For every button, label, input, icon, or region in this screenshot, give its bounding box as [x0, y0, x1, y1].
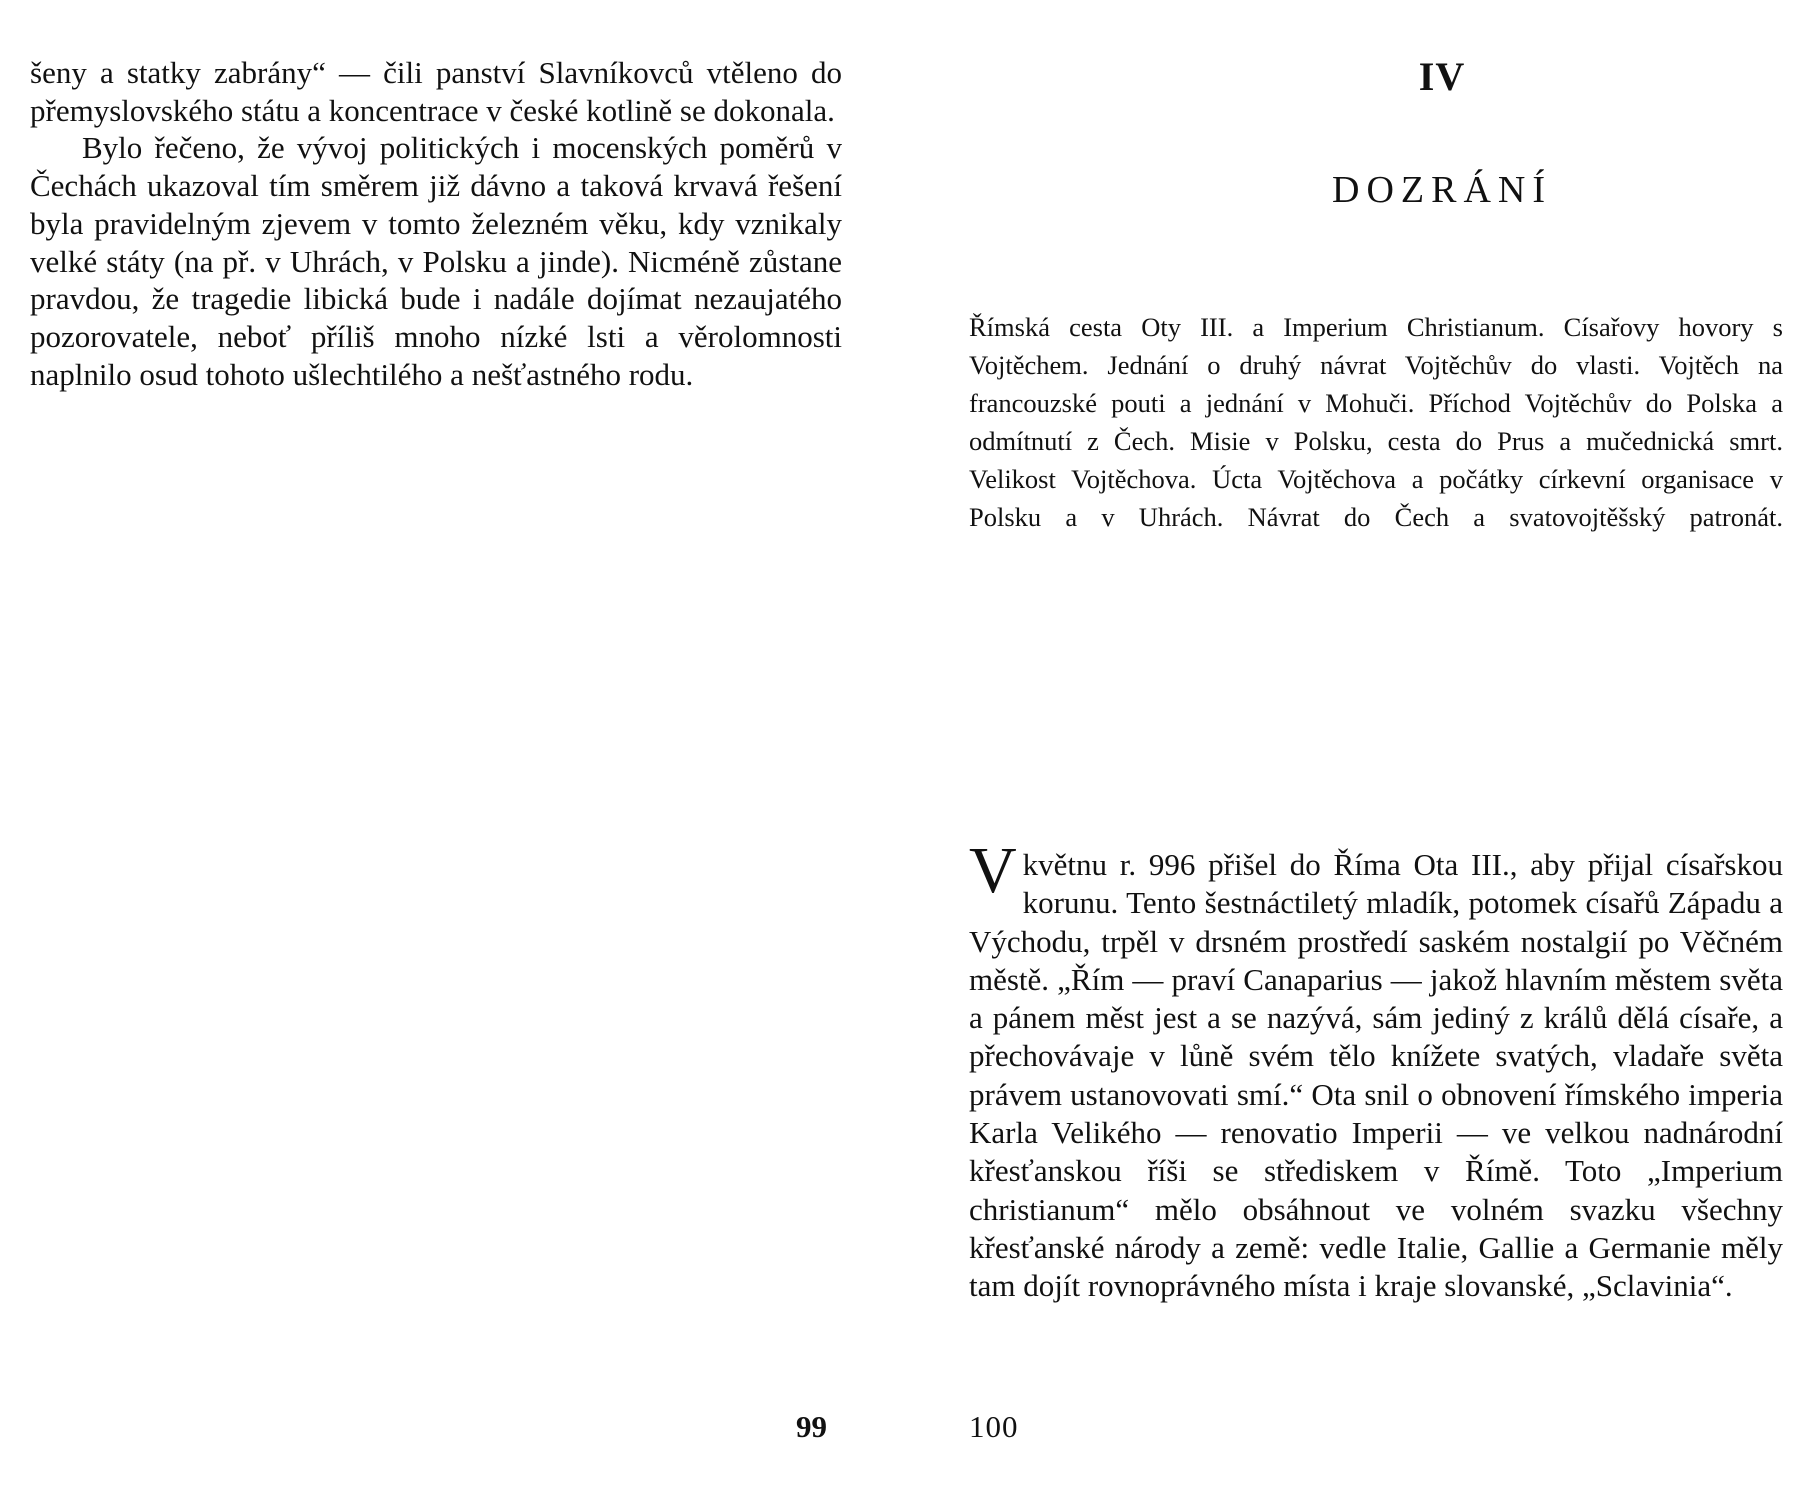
left-paragraph-2: Bylo řečeno, že vývoj politických i mocenských poměrů v Čechách ukazoval tím směrem již dávno a taková krvavá řešení byla pravidelným zjevem v tomto železném věku, kdy vznikaly velké státy (na př. v Uhrách, v Polsku a jinde). Nicméně zůstane pravdou, že tragedie libická bude i nadále dojímat nezaujatého pozorovatele, neboť příliš mnoho nízké lsti a věrolomnosti naplnilo osud tohoto ušlechtilého a nešťastného rodu. [30, 130, 842, 392]
chapter-number: IV [1418, 54, 1466, 99]
drop-cap: V [969, 834, 1017, 907]
chapter-body-text: květnu r. 996 přišel do Říma Ota III., aby přijal císařskou korunu. Tento šestnáctiletý mladík, potomek císařů Západu a Východu, trpěl v drsném prostředí saském nostalgií po Věčném městě. „Řím — praví Canaparius — jakož hlavním městem světa a pánem měst jest a se nazývá, sám jediný z králů dělá císaře, a přechovávaje v lůně svém tělo knížete svatých, vladaře světa právem ustanovovati smí.“ Ota snil o obnovení římského imperia Karla Velikého — renovatio Imperii — ve velkou nadnárodní křesťanskou říši se střediskem v Římě. Toto „Imperium christianum“ mělo obsáhnout ve volném svazku všechny křesťanské národy a země: vedle Italie, Gallie a Germanie měly tam dojít rovnoprávného místa i kraje slovanské, „Sclavinia“. [969, 847, 1783, 1304]
chapter-body [969, 834, 1783, 1306]
left-page-text [30, 54, 842, 393]
left-paragraph-1: šeny a statky zabrány“ — čili panství Slavníkovců vtěleno do přemyslovského státu a koncentrace v české kotlině se dokonala. [30, 55, 842, 128]
chapter-synopsis: Římská cesta Oty III. a Imperium Christianum. Císařovy hovory s Vojtěchem. Jednání o druhý návrat Vojtěchův do vlasti. Vojtěch na francouzské pouti a jednání v Mohuči. Příchod Vojtěchův do Polska a odmítnutí z Čech. Misie v Polsku, cesta do Prus a mučednická smrt. Velikost Vojtěchova. Úcta Vojtěchova a počátky církevní organisace v Polsku a v Uhrách. Návrat do Čech a svatovojtěšský patronát. [969, 312, 1783, 532]
right-page-number: 100 [969, 1409, 1019, 1444]
left-page-number: 99 [796, 1409, 827, 1444]
chapter-title: DOZRÁNÍ [1332, 169, 1552, 211]
